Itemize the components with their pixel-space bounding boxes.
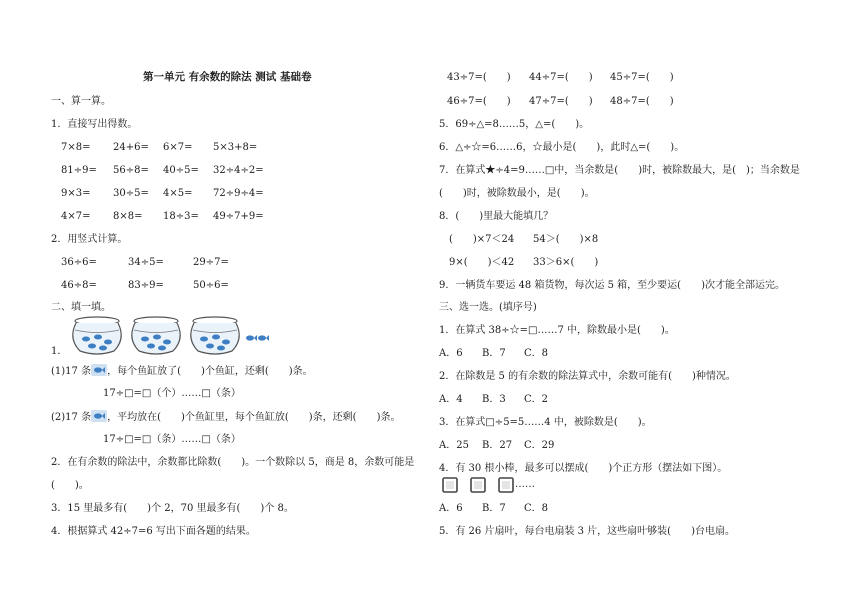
choice-1: 1．在算式 38÷☆=□……7 中，除数最小是( )。: [439, 325, 675, 336]
fill-2-line-1: 2．在有余数的除法中，余数都比除数( )。一个数除以 5，商是 8，余数可能是: [51, 457, 415, 468]
calc-item: 6×7=: [163, 142, 193, 153]
option-a: A．6: [439, 348, 463, 359]
fill-1-part-1: [51, 364, 313, 378]
option-c: C．2: [524, 394, 549, 405]
calc-item: 46÷8=: [61, 280, 97, 291]
question-1-1: 1．直接写出得数。: [51, 119, 138, 130]
calc-item: 56÷8=: [113, 165, 149, 176]
stick-square-icon: [441, 476, 521, 494]
division-item: 45÷7=( ): [610, 72, 674, 83]
fill-1-part-2-prefix: (2)17 条: [51, 412, 92, 423]
calc-item: 30÷5=: [113, 188, 149, 199]
choice-4: 4．有 30 根小棒，最多可以摆成( )个正方形（摆法如下图）。: [439, 463, 728, 474]
page-title: 第一单元 有余数的除法 测试 基础卷: [143, 71, 312, 83]
fill-1-part-2-text: ，平均放在( )个鱼缸里，每个鱼缸放( )条，还剩( )条。: [107, 412, 401, 423]
calc-item: 7×8=: [61, 142, 91, 153]
fill-4: 4．根据算式 42÷7=6 写出下面各题的结果。: [51, 526, 256, 537]
option-a: A．25: [439, 440, 469, 451]
division-item: 46÷7=( ): [447, 96, 511, 107]
option-b: B．7: [482, 348, 506, 359]
fill-8-item: 33＞6×( ): [533, 257, 599, 268]
fill-2-line-2: ( )。: [51, 480, 89, 491]
option-c: C．8: [524, 503, 549, 514]
fishbowl-icon: [68, 315, 126, 355]
calc-item: 18÷3=: [163, 211, 199, 222]
calc-item: 4×5=: [163, 188, 193, 199]
fishbowl-icon: [127, 315, 185, 355]
calc-item: 81÷9=: [61, 165, 97, 176]
fill-8-item: 9×( )＜42: [449, 257, 515, 268]
fish-icon: [244, 333, 270, 343]
choice-5: 5．有 26 片扇叶，每台电扇装 3 片，这些扇叶够装( )台电扇。: [439, 526, 735, 537]
fish-icon: [91, 364, 107, 376]
calc-item: 29÷7=: [193, 257, 229, 268]
section-3-heading: 三、选一选。(填序号): [439, 302, 537, 313]
fill-8-item: 54＞( )×8: [533, 234, 599, 245]
section-1-heading: 一、算一算。: [51, 96, 111, 107]
question-1-2: 2．用竖式计算。: [51, 234, 128, 245]
calc-item: 50÷6=: [193, 280, 229, 291]
calc-item: 72÷9÷4=: [213, 188, 264, 199]
option-c: C．8: [524, 348, 549, 359]
fill-7-line-2: ( )时，被除数最小，是( )。: [439, 188, 595, 199]
calc-item: 49÷7+9=: [213, 211, 264, 222]
fill-1-part-2: [51, 410, 401, 424]
division-item: 48÷7=( ): [610, 96, 674, 107]
calc-item: 83÷9=: [128, 280, 164, 291]
choice-3: 3．在算式□÷5=5……4 中，被除数是( )。: [439, 417, 652, 428]
calc-item: 40÷5=: [163, 165, 199, 176]
fill-8-item: ( )×7＜24: [449, 234, 515, 245]
option-b: B．27: [482, 440, 513, 451]
fill-1-part-1-equation: 17÷□=□（个）……□（条）: [103, 388, 241, 399]
calc-item: 34÷5=: [128, 257, 164, 268]
option-c: C．29: [524, 440, 555, 451]
fill-1-number: 1．: [51, 346, 68, 357]
division-item: 43÷7=( ): [447, 72, 511, 83]
fill-3: 3．15 里最多有( )个 2，70 里最多有( )个 8。: [51, 503, 294, 514]
fill-1-part-1-text: ，每个鱼缸放了( )个鱼缸，还剩( )条。: [107, 366, 313, 377]
division-item: 44÷7=( ): [529, 72, 593, 83]
fill-5: 5．69÷△=8……5，△=( )。: [439, 119, 590, 130]
fill-1-part-2-equation: 17÷□=□（条）……□（条）: [103, 434, 241, 445]
fill-9: 9．一辆货车要运 48 箱货物，每次运 5 箱，至少要运( )次才能全部运完。: [439, 280, 785, 291]
choice-2: 2．在除数是 5 的有余数的除法算式中，余数可能有( )种情况。: [439, 371, 736, 382]
calc-item: 24+6=: [113, 142, 149, 153]
calc-item: 8×8=: [113, 211, 143, 222]
fill-1-part-1-prefix: (1)17 条: [51, 366, 92, 377]
fill-8: 8．( )里最大能填几？: [439, 211, 554, 222]
fill-7-line-1: 7．在算式★÷4=9……□中，当余数是( )时，被除数最大，是( )；当余数是: [439, 165, 800, 176]
calc-item: 36÷6=: [61, 257, 97, 268]
calc-item: 5×3+8=: [213, 142, 258, 153]
calc-item: 4×7=: [61, 211, 91, 222]
option-b: B．3: [482, 394, 506, 405]
fill-6: 6．△÷☆=6……6，☆最小是( )，此时△=( )。: [439, 142, 685, 153]
division-item: 47÷7=( ): [529, 96, 593, 107]
stick-squares-ellipsis: ……: [515, 479, 535, 490]
option-a: A．4: [439, 394, 463, 405]
fishbowl-icon: [186, 315, 244, 355]
calc-item: 32÷4÷2=: [213, 165, 264, 176]
section-2-heading: 二、填一填。: [51, 302, 111, 313]
option-a: A．6: [439, 503, 463, 514]
option-b: B．7: [482, 503, 506, 514]
calc-item: 9×3=: [61, 188, 91, 199]
fish-icon: [91, 410, 107, 422]
